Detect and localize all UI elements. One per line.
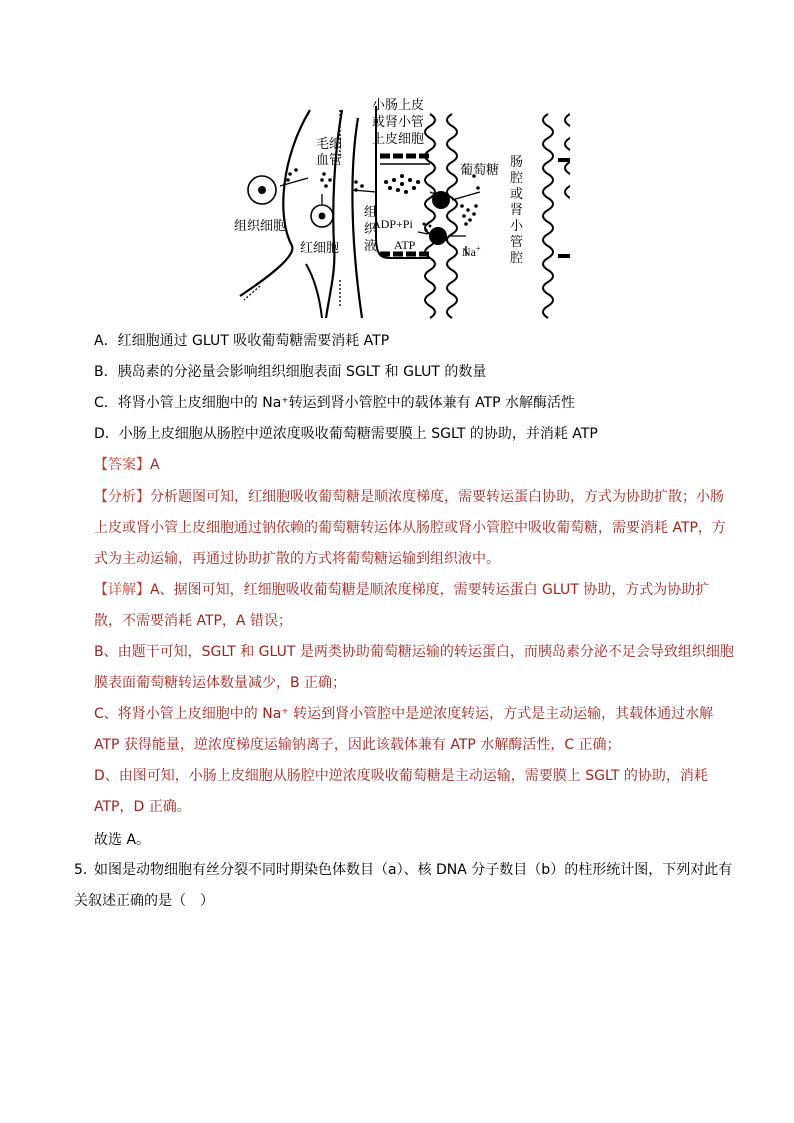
apical-membrane-left (425, 114, 435, 318)
detail-a (94, 575, 734, 637)
label-lumen-char: 腔 (510, 251, 524, 266)
label-epithelium-1: 小肠上皮 (372, 98, 425, 113)
transport-diagram (230, 96, 570, 320)
capillary-wall-left (240, 110, 310, 296)
answer-line (94, 455, 160, 475)
label-lumen-char: 小 (510, 219, 524, 234)
label-adp: ADP+Pi (372, 217, 413, 231)
na-atpase-transporter (429, 227, 447, 245)
label-lumen-char: 腔 (510, 171, 524, 186)
label-fluid-2: 织 (364, 222, 378, 237)
capillary-branch (306, 264, 322, 318)
label-lumen (510, 155, 524, 266)
detail-tag: 【详解】 (94, 582, 150, 598)
label-lumen-char: 肠 (510, 155, 524, 170)
detail-b: B、由题干可知，SGLT 和 GLUT 是两类协助葡萄糖运输的转运蛋白，而胰岛素分泌不足会导致组织细胞膜表面葡萄糖转运体数量减少，B 正确； (94, 644, 734, 691)
detail-c: C、将肾小管上皮细胞中的 Na⁺ 转运到肾小管腔中是逆浓度转运，方式是主动运输，其载体通过水解 ATP 获得能量，逆浓度梯度运输钠离子，因此该载体兼有 ATP 水解酶活性，C 正确； (94, 706, 714, 753)
far-membrane-left (543, 114, 553, 318)
tissue-fluid-boundary (352, 118, 362, 318)
detail-d: D、由图可知，小肠上皮细胞从肠腔中逆浓度吸收葡萄糖是主动运输，需要膜上 SGLT 的协助，消耗 ATP，D 正确。 (94, 768, 708, 815)
question-5-text: 如图是动物细胞有丝分裂不同时期染色体数目（a）、核 DNA 分子数目（b）的柱形统计图，下列对此有关叙述正确的是（ ） (74, 862, 733, 909)
label-epithelium-3: 上皮细胞 (372, 132, 425, 147)
option-a: A．红细胞通过 GLUT 吸收葡萄糖需要消耗 ATP (94, 333, 390, 349)
label-lumen-char: 肾 (510, 203, 524, 218)
analysis-tag: 【分析】 (94, 489, 150, 505)
label-na: Na+ (462, 244, 481, 259)
label-epithelium-2: 或肾小管 (372, 115, 425, 130)
label-atp: ATP (394, 238, 416, 252)
detail-a-text: A、据图可知，红细胞吸收葡萄糖是顺浓度梯度，需要转运蛋白 GLUT 协助，方式为协助扩散，不需要消耗 ATP，A 错误； (94, 582, 710, 629)
label-lumen-char: 或 (510, 187, 524, 202)
question-5 (74, 855, 734, 917)
option-b: B．胰岛素的分泌量会影响组织细胞表面 SGLT 和 GLUT 的数量 (94, 364, 487, 380)
label-fluid-1: 组 (364, 205, 378, 220)
label-tissue-cell: 组织细胞 (234, 219, 287, 234)
label-lumen-char: 管 (510, 235, 524, 250)
analysis-text: 分析题图可知，红细胞吸收葡萄糖是顺浓度梯度，需要转运蛋白协助，方式为协助扩散；小肠上皮或肾小管上皮细胞通过钠依赖的葡萄糖转运体从肠腔或肾小管腔中吸收葡萄糖，需要消耗 ATP，方式为主动运输，再通过协助扩散的方式将葡萄糖运输到组织液中。 (94, 489, 726, 567)
apical-membrane-right (447, 114, 457, 318)
conclusion: 故选 A。 (94, 832, 151, 848)
label-capillary-2: 血管 (316, 153, 343, 168)
question-5-number: 5． (74, 862, 97, 878)
label-glucose: 葡萄糖 (460, 163, 500, 178)
diagram-svg (230, 96, 570, 320)
label-fluid-3: 液 (364, 239, 378, 254)
label-capillary-1: 毛细 (316, 137, 343, 152)
analysis-paragraph (94, 482, 734, 575)
label-red-cell: 红细胞 (300, 241, 340, 256)
option-c: C．将肾小管上皮细胞中的 Na⁺转运到肾小管腔中的载体兼有 ATP 水解酶活性 (94, 395, 576, 411)
answer-value: A (150, 457, 160, 473)
answer-tag: 【答案】 (94, 457, 150, 473)
option-d: D．小肠上皮细胞从肠腔中逆浓度吸收葡萄糖需要膜上 SGLT 的协助，并消耗 ATP (94, 426, 598, 442)
